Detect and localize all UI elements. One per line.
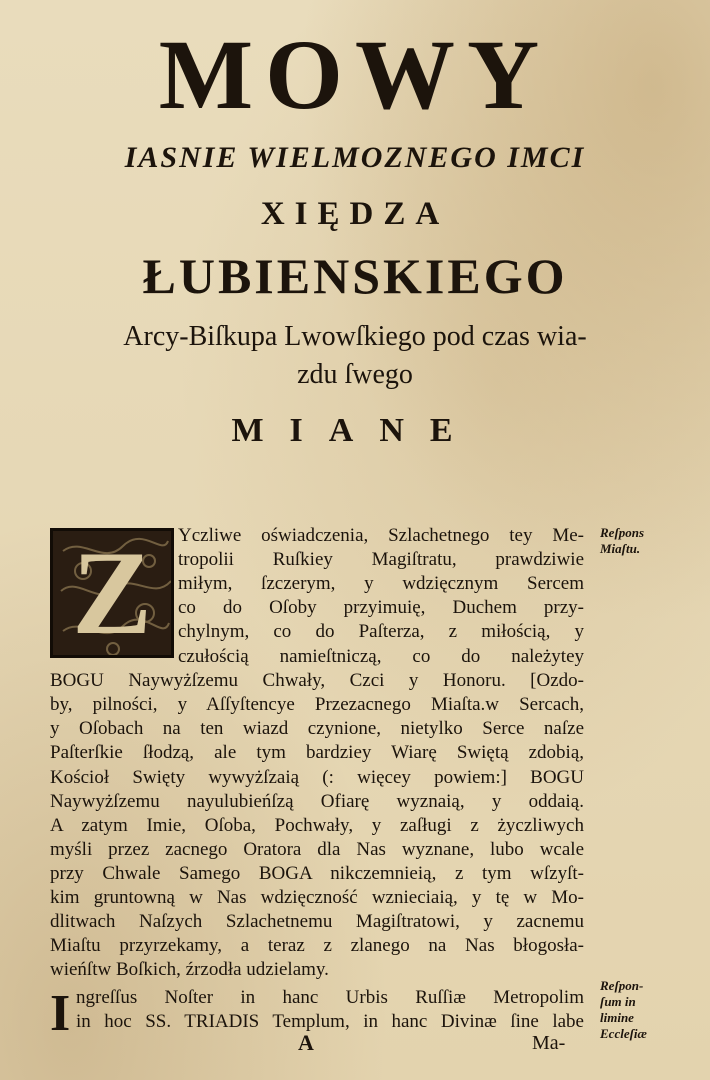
title-xiedza: XIĘDZA	[260, 196, 450, 232]
text-line: Paſterſkie ſłodzą, ale tym bardziey Wiarę Swiętą zdobią,	[50, 742, 584, 763]
text-line: wieńſtw Boſkich, źrzodła udzielamy.	[50, 959, 329, 980]
text-line: y Oſobach na ten wiazd czynione, nietylko Serce naſze	[50, 718, 584, 739]
margin-note-response: Reſpons Miaſtu.	[600, 525, 645, 556]
latin-initial: I	[50, 985, 71, 1042]
margin-note-threshold: Reſpon- ſum in limine Eccleſiæ	[600, 978, 647, 1041]
text-line: dlitwach Naſzych Szlachetnemu Magiſtratowi, y zacnemu	[50, 911, 584, 932]
latin-line: ngreſſus Noſter in hanc Urbis Ruſſiæ Metropolim	[76, 987, 584, 1008]
text-line: miłym, ſzczerym, y wdzięcznym Sercem	[178, 573, 584, 594]
text-line: kim gruntowną w Nas wdzięczność wznieciaią, y tę w Mo-	[50, 887, 584, 908]
signature-mark: A	[298, 1030, 314, 1055]
text-line: przy Chwale Samego BOGA nikczemnieią, z tym wſzyſt-	[50, 863, 584, 884]
text-line: by, pilności, y Aſſyſtencye Przezacnego Miaſta.w Sercach,	[50, 694, 584, 715]
catchword: Ma-	[532, 1032, 566, 1054]
latin-line: in hoc SS. TRIADIS Templum, in hanc Divinæ ſine labe	[76, 1011, 584, 1032]
title-honorific: IASNIE WIELMOZNEGO IMCI	[124, 141, 586, 174]
text-line: tropolii Ruſkiey Magiſtratu, prawdziwie	[178, 549, 584, 570]
text-line: myśli przez zacnego Oratora dla Nas wyznane, lubo wcale	[50, 839, 584, 860]
title-miane: MIANE	[231, 412, 479, 449]
text-line: BOGU Naywyżſzemu Chwały, Czci y Honoru. [Ozdo-	[50, 670, 584, 691]
text-line: Naywyżſzemu nayulubieńſzą Ofiarę wyznaią, y oddaią.	[50, 791, 584, 812]
text-line: chylnym, co do Paſterza, z miłością, y	[178, 621, 584, 642]
ornamental-dropcap	[50, 528, 174, 658]
text-line: A zatym Imie, Oſoba, Pochwały, y zaſługi z życzliwych	[50, 815, 584, 836]
title-office-line1: Arcy-Biſkupa Lwowſkiego pod czas wia-	[123, 321, 587, 352]
text-line: Miaſtu przyrzekamy, a teraz z zlanego na Nas błogosła-	[50, 935, 584, 956]
title-mowy: MOWY	[158, 19, 552, 130]
text-line: czułością namieſtniczą, co do należytey	[178, 646, 584, 667]
title-name: ŁUBIENSKIEGO	[142, 248, 568, 304]
text-line: Yczliwe oświadczenia, Szlachetnego tey Me-	[178, 525, 584, 546]
title-office-line2: zdu ſwego	[297, 359, 413, 390]
title-office	[0, 318, 710, 394]
dropcap-letter: Z	[71, 528, 153, 658]
text-line: co do Oſoby przyimuię, Duchem przy-	[178, 597, 584, 618]
text-line: Kościoł Swięty wywyżſzaią (: więcey powiem:] BOGU	[50, 767, 584, 788]
